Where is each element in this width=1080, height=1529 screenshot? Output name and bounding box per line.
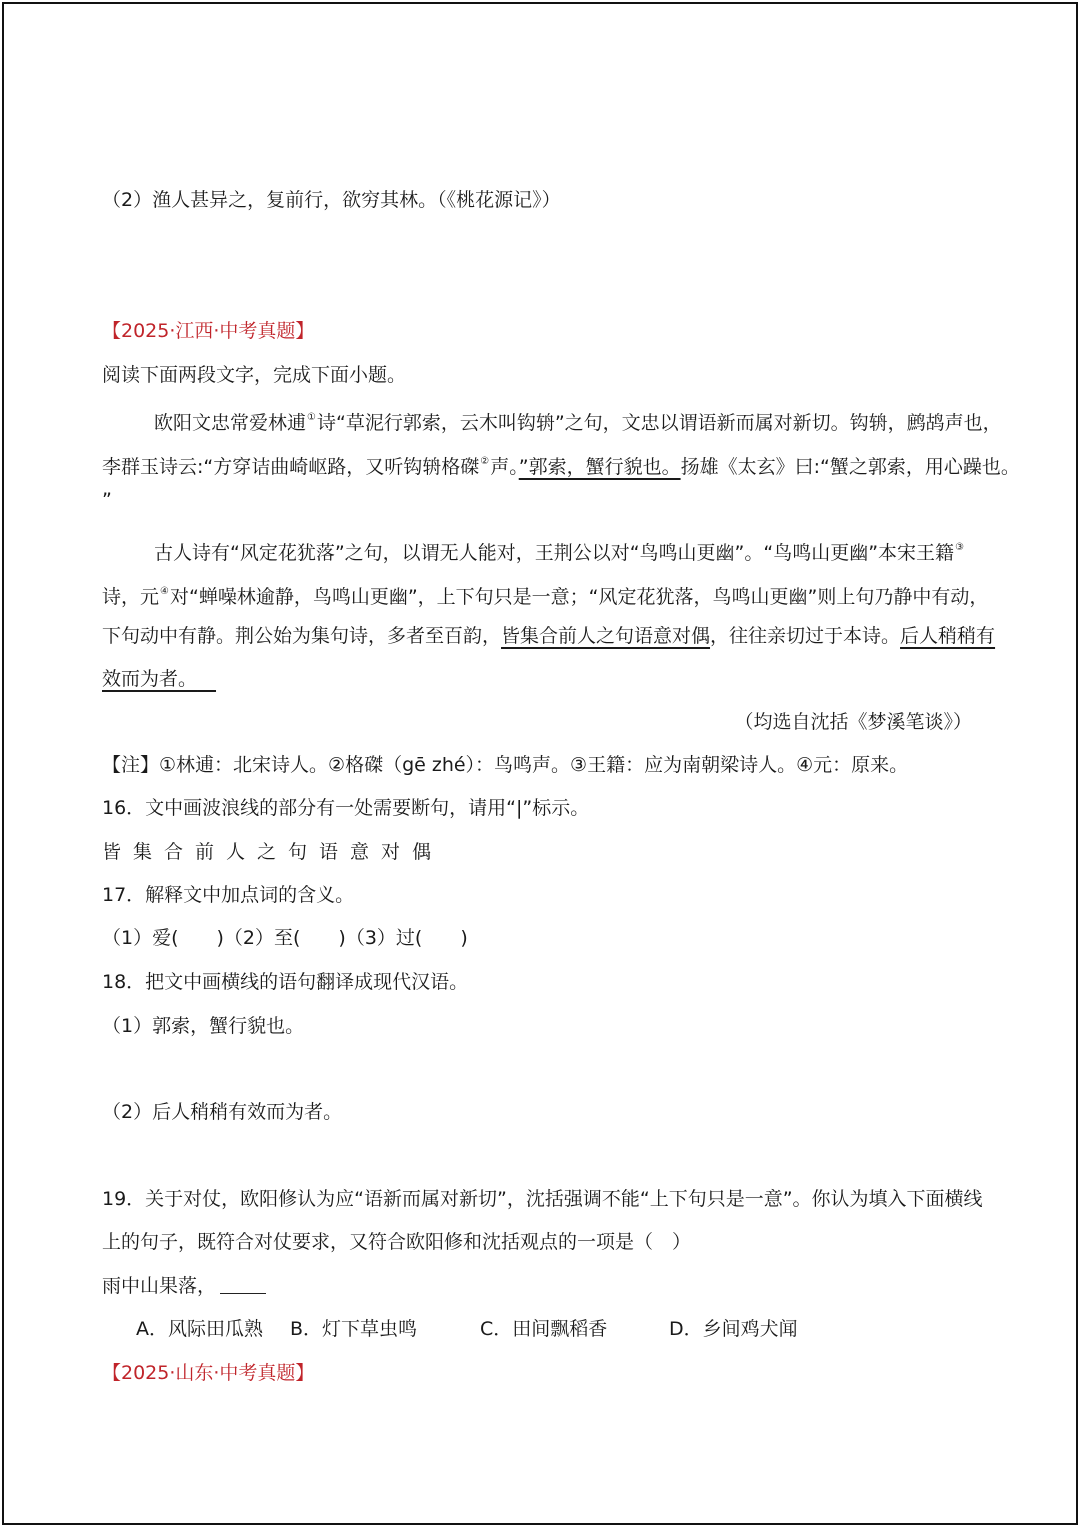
passage-source: （均选自沈括《梦溪笔谈》） bbox=[734, 711, 972, 733]
passage2-text: ，往往亲切过于本诗。 bbox=[710, 625, 901, 647]
passage2-text: 古人诗有“风定花犹落”之句，以谓无人能对，王荆公以对“鸟鸣山更幽”。“鸟鸣山更幽”本宋王籍 bbox=[154, 542, 955, 564]
option-a: A．风际田瓜熟 bbox=[136, 1318, 263, 1340]
question-16: 16．文中画波浪线的部分有一处需要断句，请用“|”标示。 bbox=[102, 797, 590, 819]
passage1-line3: ” bbox=[102, 489, 112, 511]
note-marker-2: ② bbox=[480, 456, 490, 467]
question-19-line1: 19．关于对仗，欧阳修认为应“语新而属对新切”，沈括强调不能“上下句只是一意”。你认为填入下面横线 bbox=[102, 1188, 983, 1210]
question-17: 17．解释文中加点词的含义。 bbox=[102, 884, 355, 906]
option-d: D．乡间鸡犬闻 bbox=[669, 1318, 798, 1340]
passage2-text: 下句动中有静。荆公始为集句诗，多者至百韵， bbox=[102, 625, 502, 647]
exam-page bbox=[2, 2, 1078, 1525]
passage2-text: 对“蝉噪林逾静，鸟鸣山更幽”，上下句只是一意；“风定花犹落，鸟鸣山更幽”则上句乃静中有动， bbox=[169, 586, 989, 608]
underlined-sentence-2: 后人稍稍有 bbox=[900, 625, 996, 647]
passage1-line1 bbox=[154, 404, 1002, 437]
passage1-line2 bbox=[102, 448, 1020, 481]
question-19-prompt-text: 雨中山果落， bbox=[102, 1275, 217, 1297]
section-header-shandong: 【2025·山东·中考真题】 bbox=[102, 1362, 315, 1384]
wavy-underlined-phrase: 皆集合前人之句语意对偶 bbox=[501, 625, 711, 647]
passage1-text: 李群玉诗云:“方穿诘曲崎岖路，又听钩辀格磔 bbox=[102, 456, 480, 478]
question-16-phrase: 皆集合前人之句语意对偶 bbox=[102, 841, 444, 863]
option-c: C．田间飘稻香 bbox=[480, 1318, 608, 1340]
underlined-sentence-2-cont: 效而为者。 bbox=[102, 668, 198, 690]
annotation-notes: 【注】①林逋：北宋诗人。②格磔（gē zhé）：鸟鸣声。③王籍：应为南朝梁诗人。④元：原来。 bbox=[102, 754, 909, 776]
note-marker-3: ③ bbox=[955, 542, 965, 553]
reading-instruction: 阅读下面两段文字，完成下面小题。 bbox=[102, 364, 407, 386]
passage2-line1 bbox=[154, 534, 994, 567]
passage2-line3 bbox=[102, 622, 996, 650]
question-17-items: （1）爱( )（2）至( )（3）过( ) bbox=[102, 927, 468, 949]
passage1-text: 诗“草泥行郭索，云木叫钩辀”之句，文忠以谓语新而属对新切。钩辀，鹧鸪声也， bbox=[316, 412, 1002, 434]
answer-blank bbox=[220, 1275, 266, 1294]
question-19-prompt bbox=[102, 1272, 992, 1300]
passage2-line4 bbox=[102, 665, 992, 693]
note-marker-1: ① bbox=[307, 412, 316, 423]
note-marker-4: ④ bbox=[160, 586, 169, 597]
option-b: B．灯下草虫鸣 bbox=[290, 1318, 418, 1340]
passage1-text: 欧阳文忠常爱林逋 bbox=[154, 412, 307, 434]
question-19-line2: 上的句子，既符合对仗要求，又符合欧阳修和沈括观点的一项是（ ） bbox=[102, 1231, 692, 1253]
passage1-text: 扬雄《太玄》曰:“蟹之郭索，用心躁也。 bbox=[680, 456, 1020, 478]
passage1-text: 声。 bbox=[490, 456, 519, 478]
question-18: 18．把文中画横线的语句翻译成现代汉语。 bbox=[102, 971, 469, 993]
section-header-jiangxi: 【2025·江西·中考真题】 bbox=[102, 320, 315, 342]
underlined-sentence-1: ”郭索，蟹行貌也。 bbox=[518, 456, 681, 478]
passage2-line2 bbox=[102, 578, 992, 611]
question-18-item-1: （1）郭索，蟹行貌也。 bbox=[102, 1015, 305, 1037]
question-18-item-2: （2）后人稍稍有效而为者。 bbox=[102, 1101, 343, 1123]
passage2-text: 诗，元 bbox=[102, 586, 160, 608]
previous-question-line: （2）渔人甚异之，复前行，欲穷其林。（《桃花源记》） bbox=[102, 189, 561, 211]
